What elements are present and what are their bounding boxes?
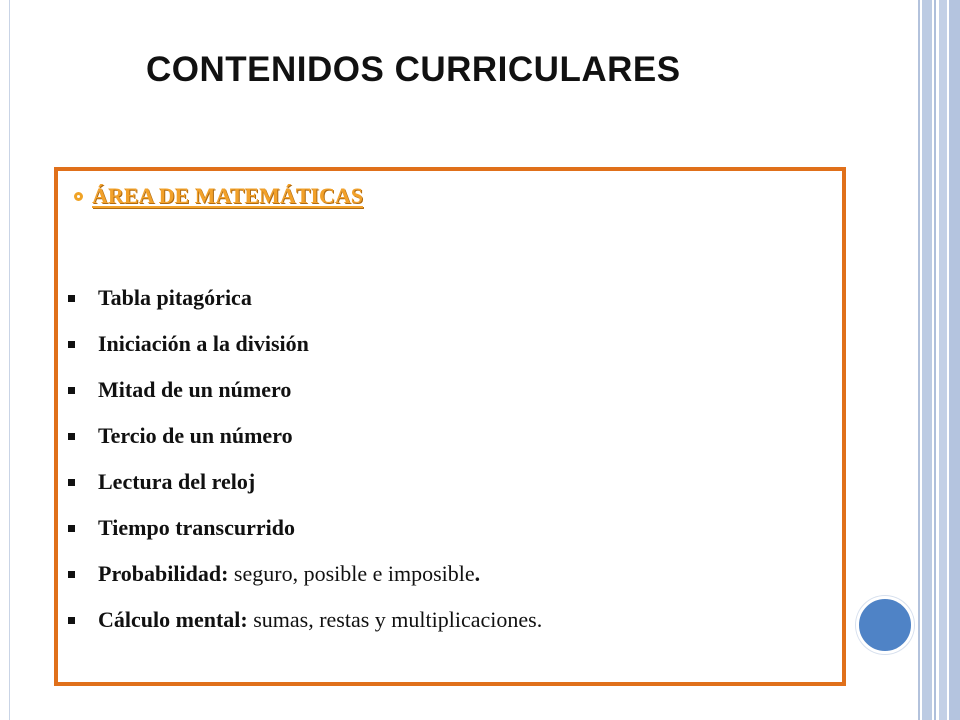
square-bullet-icon bbox=[68, 433, 75, 440]
list-item bbox=[68, 551, 542, 597]
list-item bbox=[68, 367, 542, 413]
left-margin-rule bbox=[0, 0, 10, 720]
item-detail: seguro, posible e imposible bbox=[228, 561, 475, 586]
item-label: Tiempo transcurrido bbox=[98, 515, 295, 540]
slide-title: CONTENIDOS CURRICULARES bbox=[146, 50, 681, 89]
rail-stripe bbox=[918, 0, 920, 720]
item-label: Cálculo mental: bbox=[98, 607, 248, 632]
square-bullet-icon bbox=[68, 295, 75, 302]
list-item bbox=[68, 275, 542, 321]
item-detail: sumas, restas y multiplicaciones. bbox=[247, 607, 543, 632]
item-label: Tabla pitagórica bbox=[98, 285, 252, 310]
square-bullet-icon bbox=[68, 341, 75, 348]
rail-stripe bbox=[949, 0, 960, 720]
list-item bbox=[68, 597, 542, 643]
item-label: Lectura del reloj bbox=[98, 469, 256, 494]
item-label: Mitad de un número bbox=[98, 377, 292, 402]
list-item bbox=[68, 459, 542, 505]
content-frame bbox=[54, 167, 846, 686]
item-end-mark: . bbox=[474, 561, 481, 586]
list-item bbox=[68, 413, 542, 459]
section-heading-row bbox=[74, 183, 363, 209]
square-bullet-icon bbox=[68, 525, 75, 532]
square-bullet-icon bbox=[68, 571, 75, 578]
item-label: Iniciación a la división bbox=[98, 331, 309, 356]
ring-bullet-icon bbox=[74, 192, 83, 201]
right-decorative-rail bbox=[918, 0, 960, 720]
section-heading: ÁREA DE MATEMÁTICAS bbox=[92, 183, 363, 208]
square-bullet-icon bbox=[68, 387, 75, 394]
square-bullet-icon bbox=[68, 479, 75, 486]
item-label: Probabilidad: bbox=[98, 561, 229, 586]
square-bullet-icon bbox=[68, 617, 75, 624]
list-item bbox=[68, 321, 542, 367]
list-item bbox=[68, 505, 542, 551]
rail-stripe bbox=[922, 0, 932, 720]
rail-stripe bbox=[934, 0, 936, 720]
item-label: Tercio de un número bbox=[98, 423, 293, 448]
topic-list bbox=[68, 275, 542, 643]
decorative-blue-circle bbox=[856, 596, 914, 654]
rail-stripe bbox=[939, 0, 947, 720]
